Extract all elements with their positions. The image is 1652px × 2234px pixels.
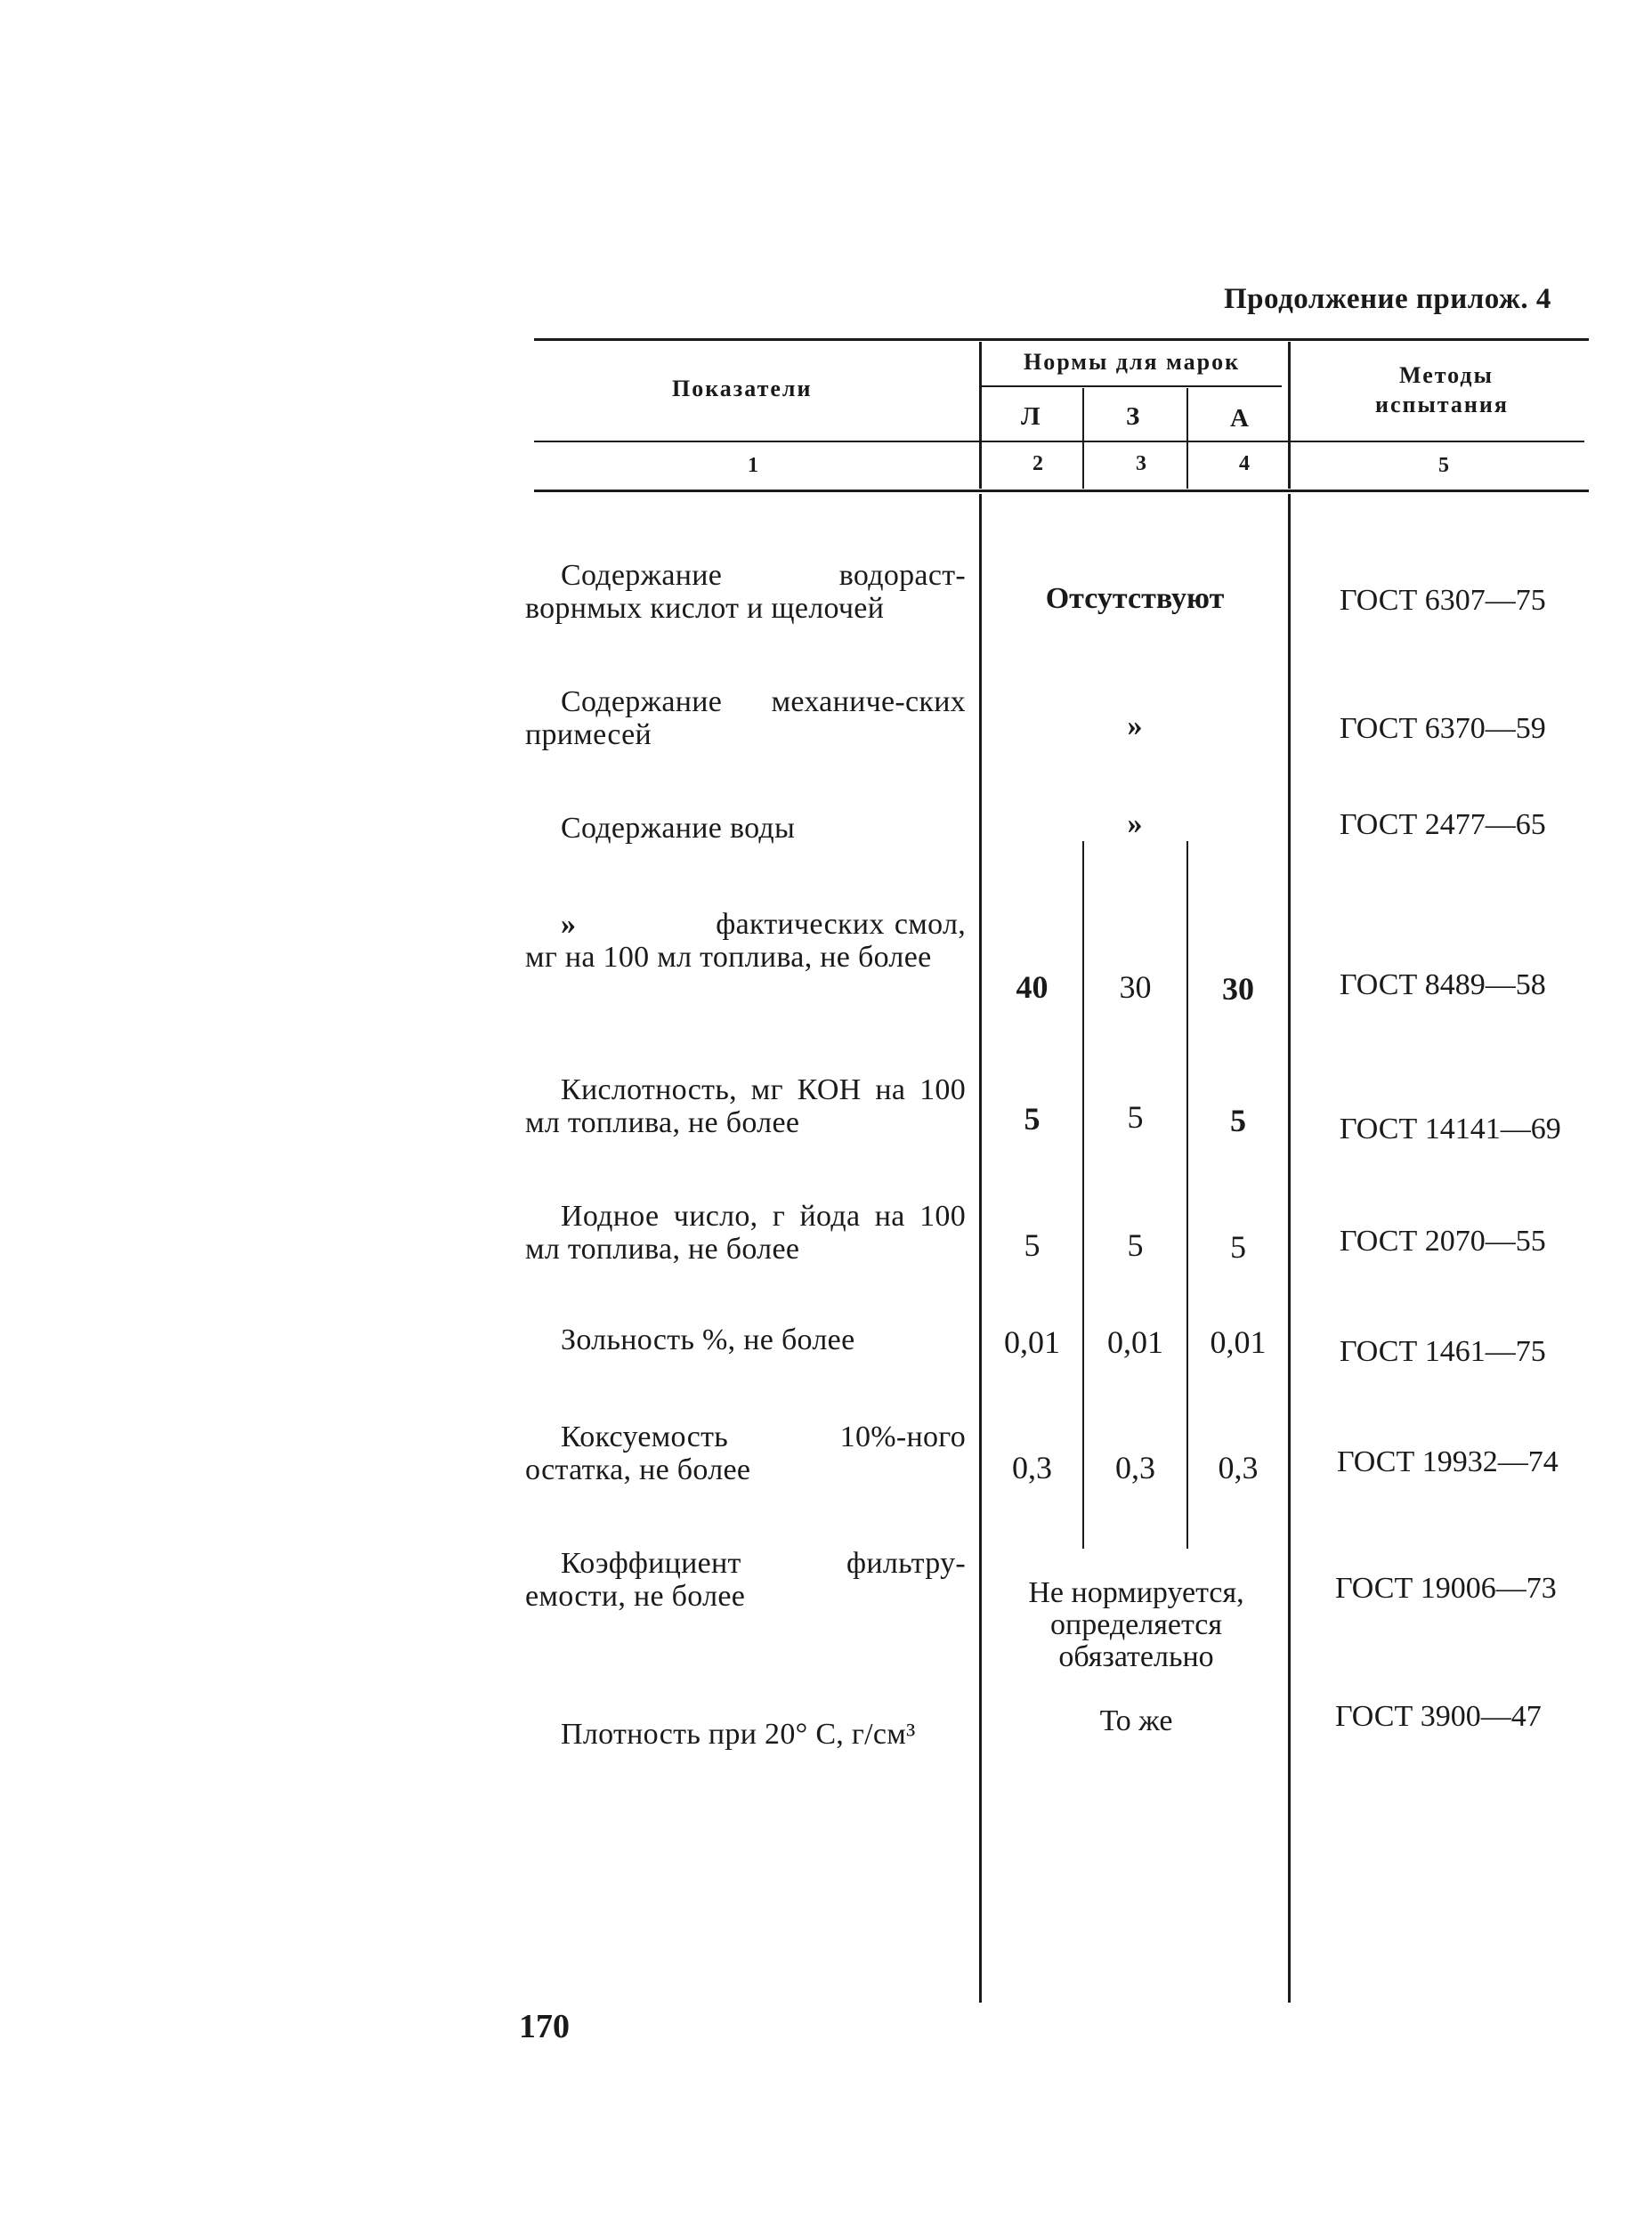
merged-value-row-10: То же — [1099, 1704, 1173, 1737]
table-top-rule — [534, 338, 1589, 341]
value-z-row-7: 0,01 — [1107, 1324, 1163, 1360]
value-a-row-7: 0,01 — [1210, 1324, 1267, 1360]
value-l-row-6: 5 — [1024, 1227, 1041, 1263]
column-number-2: 2 — [1032, 452, 1043, 475]
column-number-5: 5 — [1438, 454, 1449, 477]
col-divider-2-header — [1288, 342, 1291, 489]
value-z-row-6: 5 — [1127, 1227, 1144, 1263]
method-row-1: ГОСТ 6307—75 — [1340, 584, 1546, 617]
method-row-7: ГОСТ 1461—75 — [1340, 1335, 1546, 1368]
norms-subheader-rule — [979, 385, 1282, 387]
value-z-row-8: 0,3 — [1115, 1450, 1155, 1485]
indicator-row-6: Иодное число, г йода на 100 мл топлива, не более — [525, 1200, 966, 1266]
indicator-row-8: Коксуемость 10%-ного остатка, не более — [525, 1421, 966, 1486]
method-row-8: ГОСТ 19932—74 — [1337, 1445, 1559, 1478]
method-row-4: ГОСТ 8489—58 — [1340, 968, 1546, 1001]
method-row-3: ГОСТ 2477—65 — [1340, 808, 1546, 841]
merged-value-row-1: Отсутствуют — [1045, 582, 1225, 615]
method-row-9: ГОСТ 19006—73 — [1335, 1572, 1557, 1605]
header-norms: Нормы для марок — [1024, 349, 1241, 375]
header-grade-z: З — [1126, 402, 1140, 431]
merged-value-row-9-line3: обязательно — [1058, 1640, 1214, 1673]
merged-value-row-9-line2: определяется — [1050, 1608, 1222, 1641]
merged-value-row-2: » — [1127, 709, 1143, 742]
header-bottom-rule — [534, 441, 1584, 442]
value-a-row-4: 30 — [1222, 971, 1254, 1007]
ditto-mark: » — [561, 908, 577, 941]
header-grade-a: А — [1230, 404, 1249, 433]
value-l-row-4: 40 — [1016, 969, 1049, 1005]
value-a-row-5: 5 — [1230, 1103, 1246, 1138]
header-methods-line2: испытания — [1375, 392, 1509, 417]
method-row-2: ГОСТ 6370—59 — [1340, 712, 1546, 745]
col-divider-za-header — [1186, 388, 1188, 489]
value-l-row-8: 0,3 — [1012, 1450, 1052, 1485]
col-divider-za — [1186, 841, 1188, 1549]
value-l-row-5: 5 — [1024, 1101, 1041, 1137]
value-z-row-4: 30 — [1119, 969, 1152, 1005]
indicator-row-7: Зольность %, не более — [561, 1323, 855, 1356]
col-divider-lz — [1082, 841, 1084, 1549]
header-grade-l: Л — [1021, 402, 1041, 431]
value-a-row-8: 0,3 — [1218, 1450, 1259, 1485]
col-divider-lz-header — [1082, 388, 1084, 489]
method-row-6: ГОСТ 2070—55 — [1340, 1225, 1546, 1258]
indicator-row-2: Содержание механиче-ских примесей — [525, 685, 966, 751]
header-methods-line1: Методы — [1399, 362, 1494, 388]
continuation-label: Продолжение прилож. 4 — [1224, 283, 1551, 315]
col-divider-1-header — [979, 342, 982, 489]
value-z-row-5: 5 — [1127, 1099, 1144, 1135]
indicator-row-5: Кислотность, мг КОН на 100 мл топлива, не более — [525, 1073, 966, 1139]
method-row-5: ГОСТ 14141—69 — [1340, 1113, 1561, 1145]
value-a-row-6: 5 — [1230, 1229, 1246, 1265]
header-indicators: Показатели — [672, 376, 813, 401]
column-number-4: 4 — [1239, 452, 1250, 475]
indicator-row-3: Содержание воды — [561, 812, 796, 845]
value-l-row-7: 0,01 — [1004, 1324, 1060, 1360]
page-number: 170 — [519, 2008, 570, 2045]
indicator-row-1: Содержание водораст-ворнмых кислот и щелочей — [525, 559, 966, 625]
column-number-1: 1 — [748, 454, 758, 477]
method-row-10: ГОСТ 3900—47 — [1335, 1700, 1542, 1733]
merged-value-row-9-line1: Не нормируется, — [1028, 1576, 1244, 1609]
indicator-row-10: Плотность при 20° С, г/см³ — [561, 1718, 916, 1751]
column-number-3: 3 — [1136, 452, 1146, 475]
indicator-row-4: » фактических смол, мг на 100 мл топлива, не более — [525, 908, 967, 974]
indicator-row-9: Коэффициент фильтру-емости, не более — [525, 1547, 966, 1613]
merged-value-row-3: » — [1127, 807, 1143, 840]
column-numbers-rule — [534, 490, 1589, 492]
